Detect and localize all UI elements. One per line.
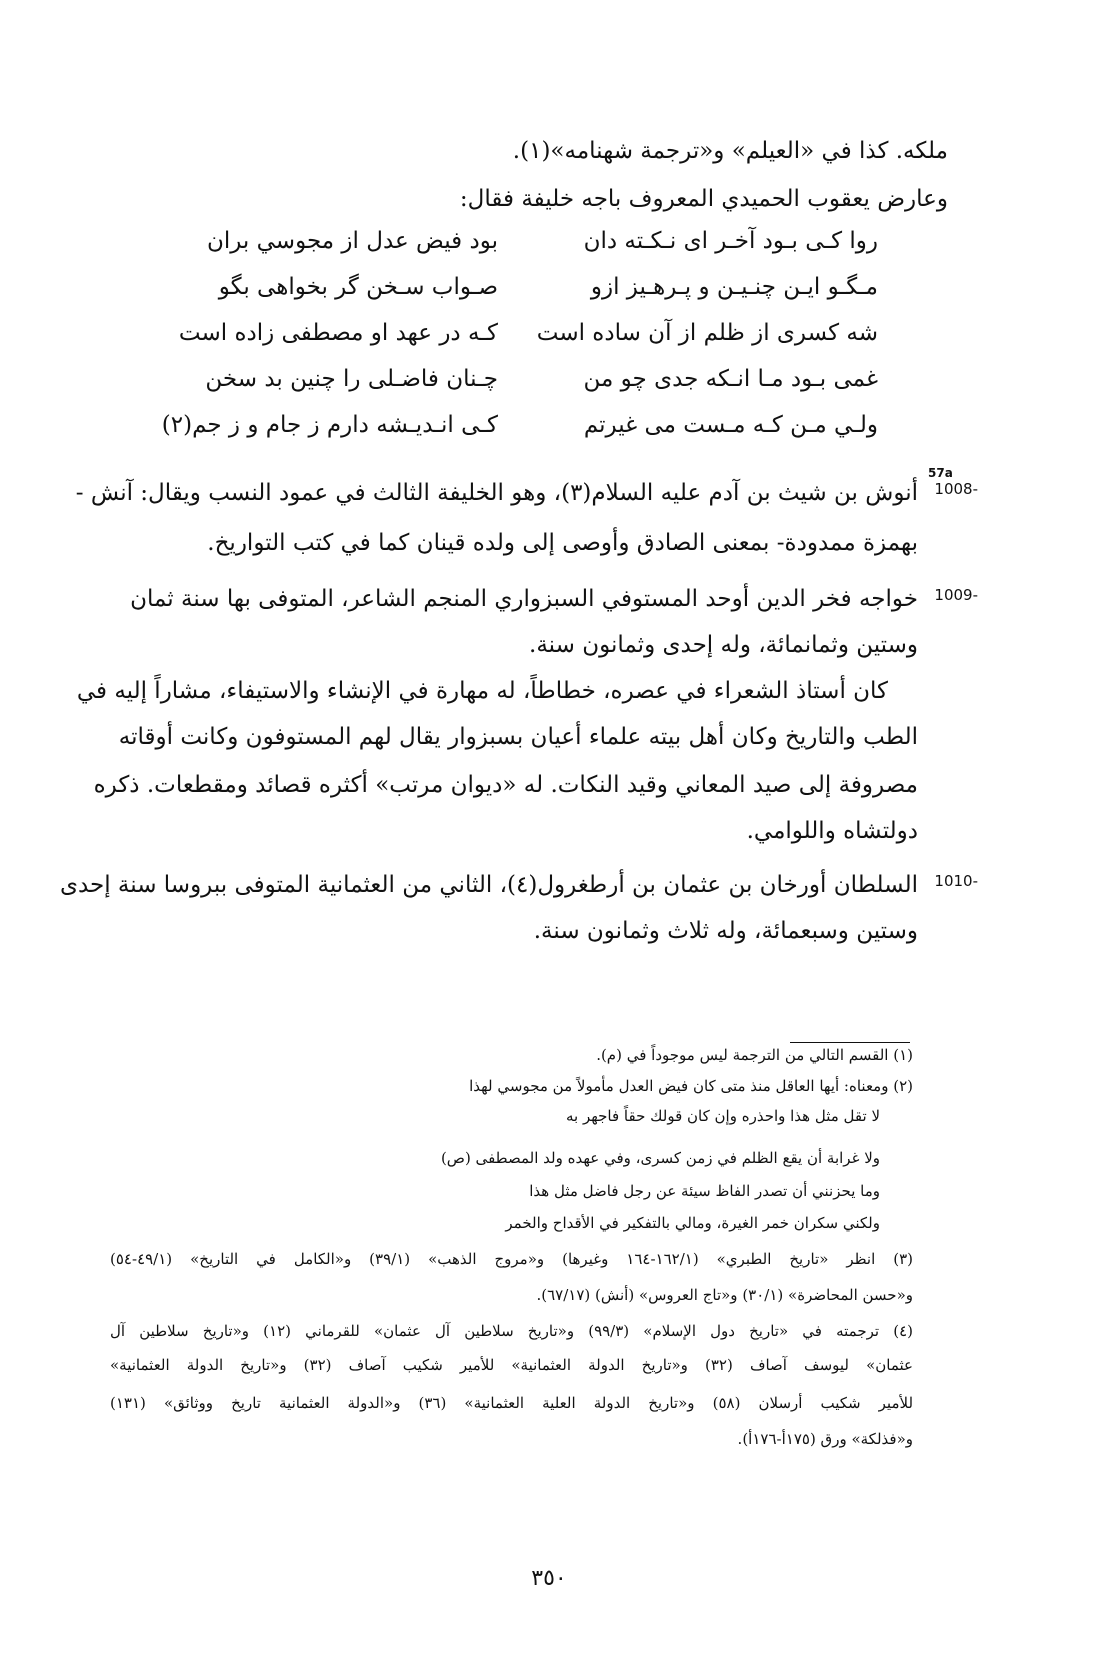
footnote-line: (٣) انظر «تاريخ الطبري» (١٦٢/١-١٦٤ وغيرها) و«مروج الذهب» (٣٩/١) و«الكامل في التاريخ» (٤٩/١-٥٤) [110,1250,913,1268]
entry-line: وستين وثمانمائة، وله إحدى وثمانون سنة. [529,632,918,658]
poem-hemistich-second: چـنان فاضـلى را چنين بد سخن [205,366,498,392]
entry-paragraph-line: دولتشاه واللوامي. [746,818,918,844]
entry-paragraph-line: كان أستاذ الشعراء في عصره، خطاطاً، له مهارة في الإنشاء والاستيفاء، مشاراً إليه في [76,678,888,704]
poem-hemistich-second: صـواب سـخن گر بخواهى بگو [218,274,498,300]
poem-hemistich-second: كـه در عهد او مصطفى زاده است [178,320,498,346]
footnote-line: و«فذلكة» ورق (١٧٥أ-١٧٦أ). [737,1430,913,1448]
entry-line: وستين وسبعمائة، وله ثلاث وثمانون سنة. [533,918,918,944]
poem-verse [188,228,878,268]
entry-line: بهمزة ممدودة- بمعنى الصادق وأوصى إلى ولده قينان كما في كتب التواريخ. [207,530,918,556]
poem-hemistich-first: شه كسرى از ظلم از آن ساده است [536,320,878,346]
poem-verse [178,320,878,360]
poem-hemistich-first: غمى بـود مـا انـكه جدى چو من [583,366,878,392]
poem-hemistich-second: كـى انـديـشه دارم ز جام و ز جم(٢) [161,412,498,438]
poem-hemistich-first: ولـي مـن كـه مـست مى غيرتم [583,412,878,438]
entry-number: 1008- [934,480,978,498]
footnote-verse-line: وما يحزنني أن تصدر الفاظ سيئة عن رجل فاضل مثل هذا [529,1182,880,1200]
footnote-verse-line: لا تقل مثل هذا واحذره وإن كان قولك حقاً فاجهر به [565,1107,880,1125]
footnote-verse-line: ولكني سكران خمر الغيرة، ومالي بالتفكير في الأقداح والخمر [505,1214,880,1232]
intro-line: ملكه. كذا في «العيلم» و«ترجمة شهنامه»(١). [512,138,948,164]
footnote-line: (٤) ترجمته في «تاريخ دول الإسلام» (٩٩/٣) و«تاريخ سلاطين آل عثمان» للقرماني (١٢) و«تاريخ سلاطين آل [110,1322,913,1340]
footnote-separator [790,1042,910,1043]
poem-verse [161,412,878,452]
entry-paragraph-line: مصروفة إلى صيد المعاني وقيد النكات. له «ديوان مرتب» أكثره قصائد ومقطعات. ذكره [93,772,918,798]
footnote-line: و«حسن المحاضرة» (٣٠/١) و«تاج العروس» (أنش) (٦٧/١٧). [536,1286,913,1304]
footnote-line: عثمان» ليوسف آصاف (٣٢) و«تاريخ الدولة العثمانية» للأمير شكيب آصاف (٣٢) و«تاريخ الدولة العثمانية» [110,1356,913,1374]
entry-number: 1009- [934,586,978,604]
poem-hemistich-second: بود فيض عدل از مجوسي بران [206,228,498,254]
footnote-line: (٢) ومعناه: أيها العاقل منذ متى كان فيض العدل مأمولاً من مجوسي لهذا [469,1077,913,1095]
poem-intro: وعارض يعقوب الحميدي المعروف باجه خليفة فقال: [459,186,948,212]
poem-hemistich-first: مـگـو ايـن چنـيـن و پـرهـيز ازو [590,274,878,300]
entry-number: 1010- [934,872,978,890]
footnote-verse-line: ولا غرابة أن يقع الظلم في زمن كسرى، وفي عهده ولد المصطفى (ص) [440,1149,880,1167]
poem-verse [188,366,878,406]
entry-line: خواجه فخر الدين أوحد المستوفي السبزواري المنجم الشاعر، المتوفى بها سنة ثمان [130,586,918,612]
poem-verse [188,274,878,314]
entry-line: أنوش بن شيث بن آدم عليه السلام(٣)، وهو الخليفة الثالث في عمود النسب ويقال: آنش - [75,480,918,506]
entry-paragraph-line: الطب والتاريخ وكان أهل بيته علماء أعيان بسبزوار يقال لهم المستوفون وكانت أوقاته [118,724,918,750]
entry-line: السلطان أورخان بن عثمان بن أرطغرول(٤)، الثاني من العثمانية المتوفى ببروسا سنة إحدى [59,872,918,898]
footnote-line: للأمير شكيب أرسلان (٥٨) و«تاريخ الدولة العلية العثمانية» (٣٦) و«الدولة العثمانية تاريخ ووثائق» (١٣١) [110,1394,914,1412]
footnote-line: (١) القسم التالي من الترجمة ليس موجوداً في (م). [596,1046,913,1064]
poem-hemistich-first: روا كـى بـود آخـر اى نـكـته دان [583,228,878,254]
margin-folio-mark: 57a [928,466,953,480]
page-number: ٣٥٠ [531,1566,567,1591]
